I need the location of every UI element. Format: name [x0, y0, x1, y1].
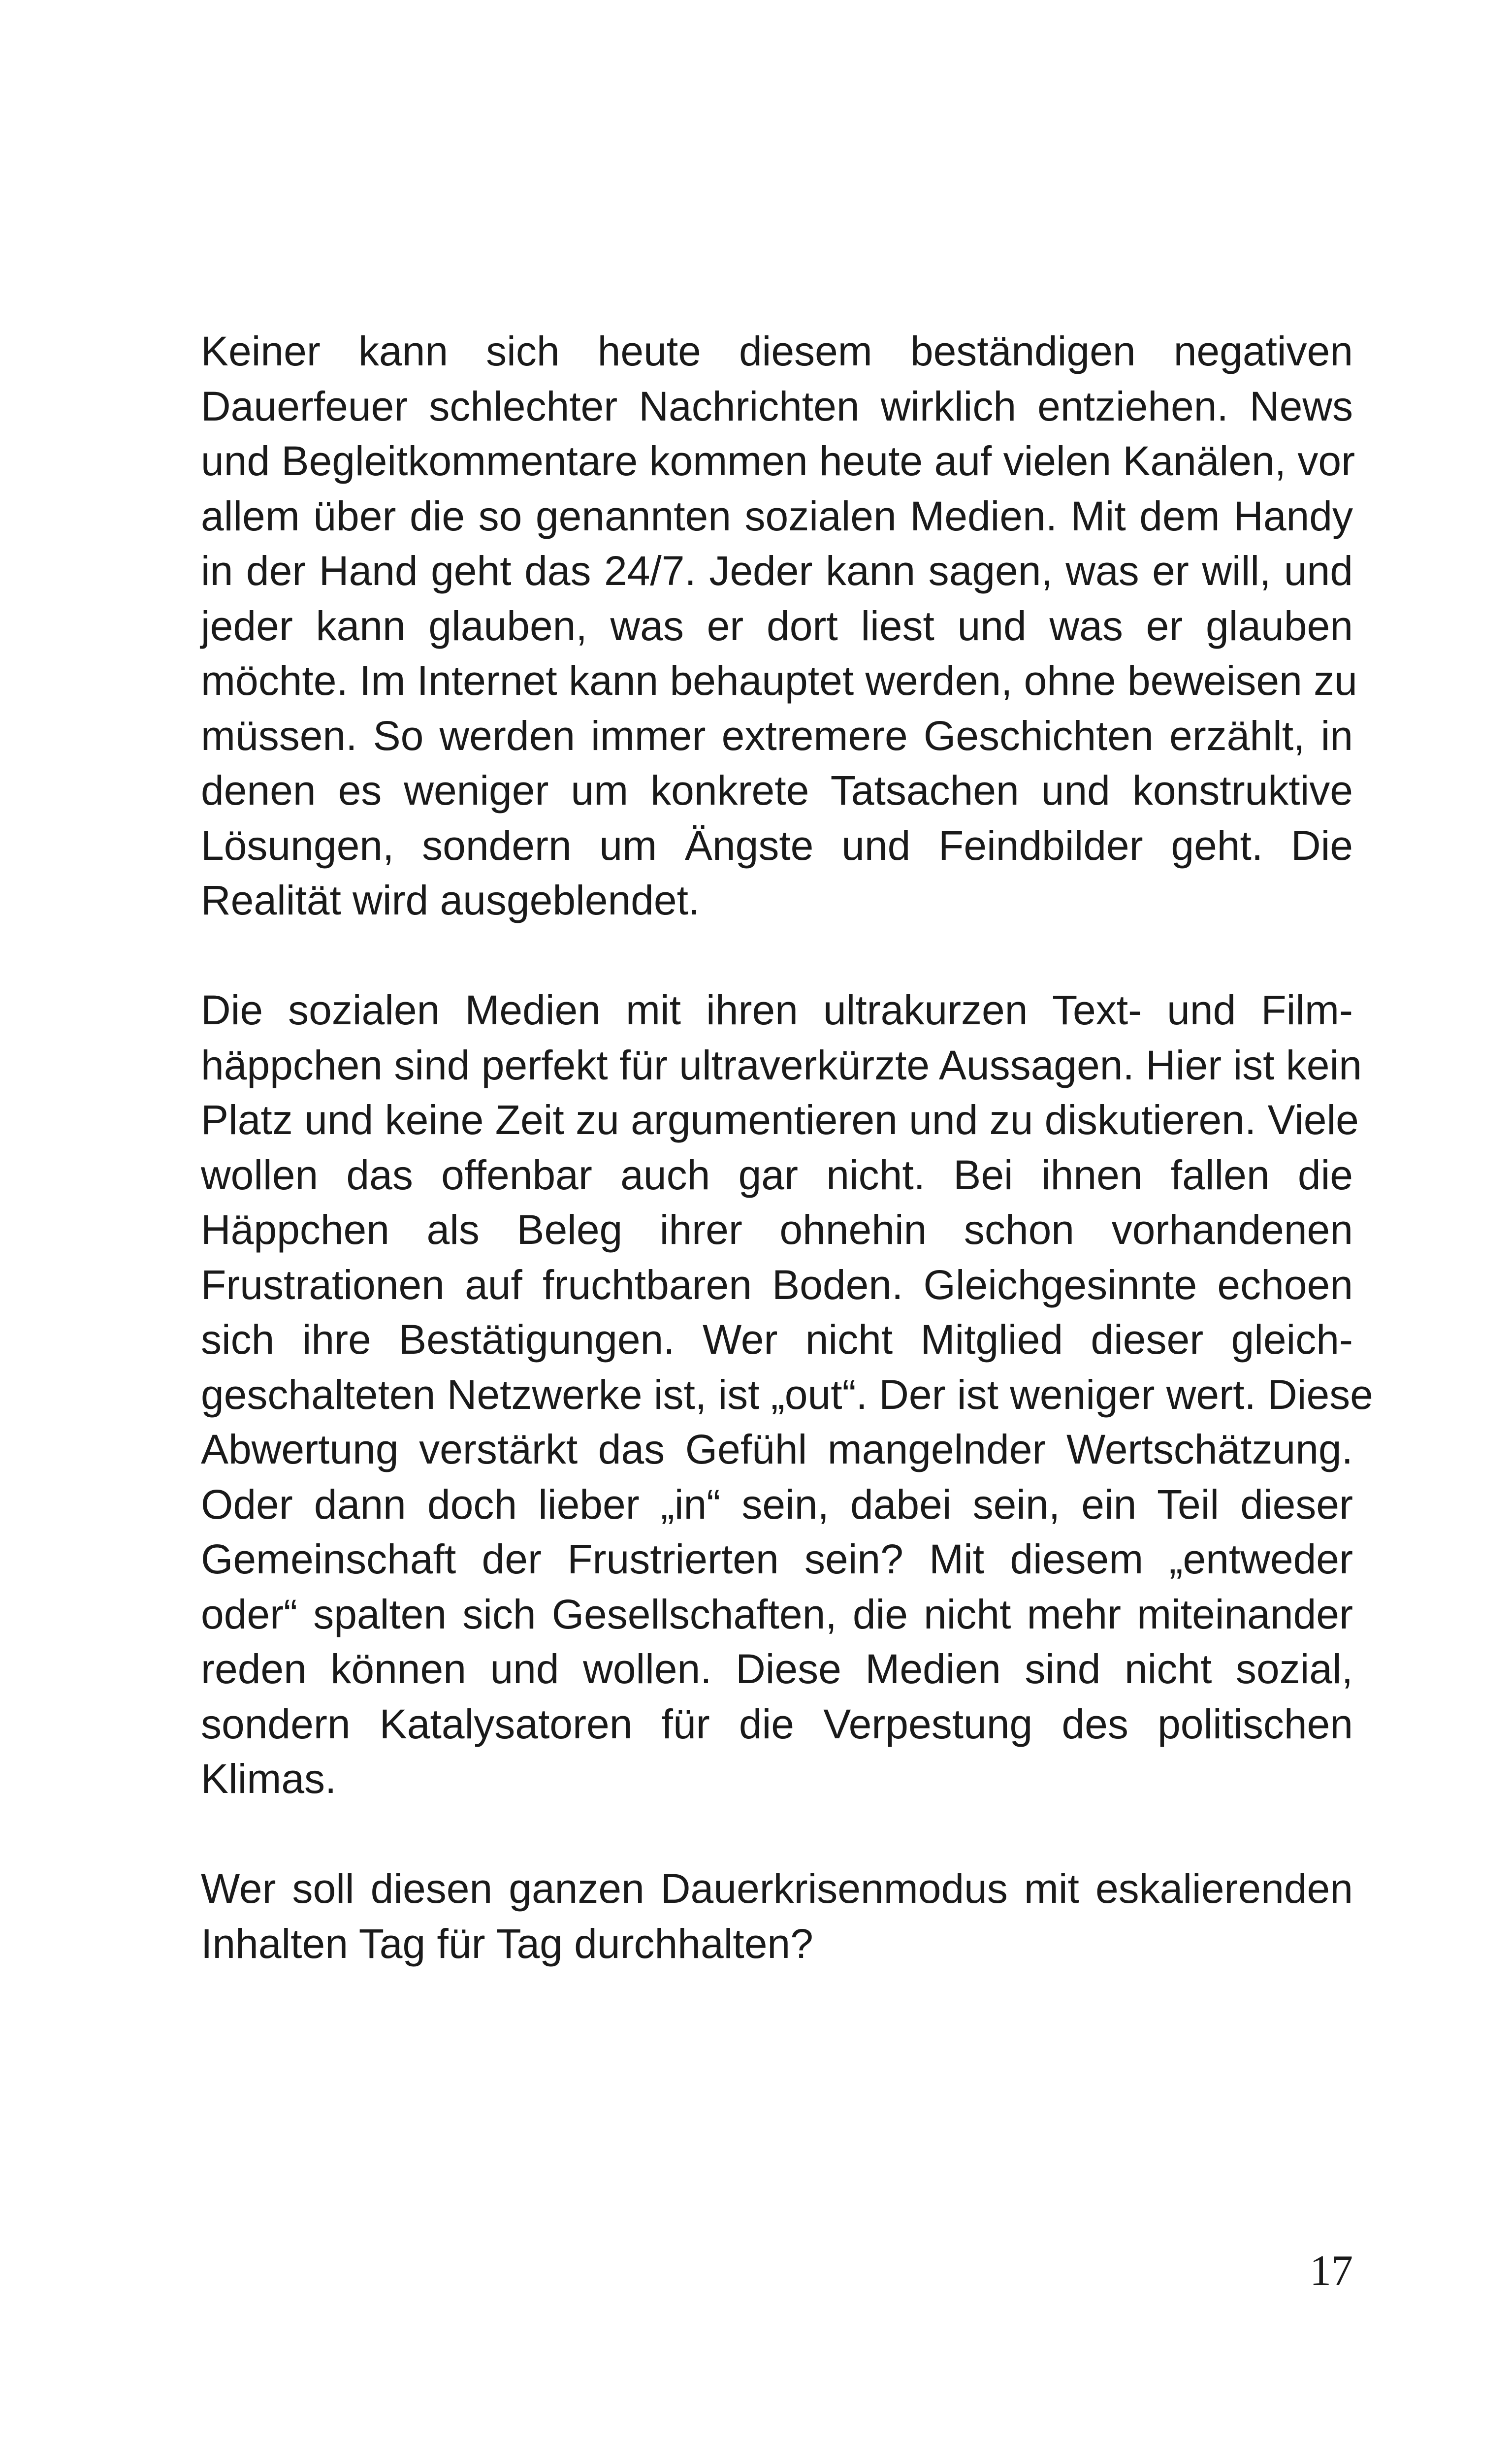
text-line: häppchen sind perfekt für ultraverkürzte Aussagen. Hier ist kein	[201, 1042, 1362, 1088]
text-line: müssen. So werden immer extremere Geschichten erzählt, in	[201, 712, 1353, 759]
body-text	[201, 324, 1373, 1971]
text-line: geschalteten Netzwerke ist, ist „out“. Der ist weniger wert. Diese	[201, 1371, 1373, 1418]
text-line: in der Hand geht das 24/7. Jeder kann sagen, was er will, und	[201, 548, 1353, 594]
text-line: Abwertung verstärkt das Gefühl mangelnder Wertschätzung.	[201, 1426, 1353, 1472]
text-line: Wer soll diesen ganzen Dauerkrisenmodus mit eskalierenden	[201, 1865, 1353, 1912]
text-line: Klimas.	[201, 1756, 337, 1802]
text-line: Die sozialen Medien mit ihren ultrakurzen Text- und Film-	[201, 987, 1353, 1033]
text-line: sich ihre Bestätigungen. Wer nicht Mitglied dieser gleich-	[201, 1316, 1353, 1363]
text-line: wollen das offenbar auch gar nicht. Bei ihnen fallen die	[201, 1151, 1353, 1198]
text-line: jeder kann glauben, was er dort liest und was er glauben	[201, 602, 1353, 649]
text-line: möchte. Im Internet kann behauptet werden, ohne beweisen zu	[201, 657, 1357, 704]
text-line: Realität wird ausgeblendet.	[201, 877, 700, 923]
text-line: reden können und wollen. Diese Medien sind nicht sozial,	[201, 1646, 1353, 1692]
text-line: Inhalten Tag für Tag durchhalten?	[201, 1920, 813, 1967]
text-line: Keiner kann sich heute diesem beständigen negativen	[201, 328, 1353, 374]
text-line: denen es weniger um konkrete Tatsachen und konstruktive	[201, 767, 1353, 814]
text-line: sondern Katalysatoren für die Verpestung des politischen	[201, 1700, 1353, 1747]
text-line: Platz und keine Zeit zu argumentieren und zu diskutieren. Viele	[201, 1097, 1359, 1143]
page-number: 17	[1310, 2247, 1353, 2295]
text-line: Gemeinschaft der Frustrierten sein? Mit diesem „entweder	[201, 1536, 1353, 1582]
text-line: oder“ spalten sich Gesellschaften, die nicht mehr miteinander	[201, 1591, 1353, 1637]
text-line: und Begleitkommentare kommen heute auf vielen Kanälen, vor	[201, 438, 1355, 484]
paragraph-2	[201, 983, 1373, 1807]
text-line: Frustrationen auf fruchtbaren Boden. Gleichgesinnte echoen	[201, 1261, 1353, 1308]
paragraph-3	[201, 1861, 1353, 1971]
text-line: Häppchen als Beleg ihrer ohnehin schon vorhandenen	[201, 1206, 1353, 1253]
paragraph-1	[201, 324, 1357, 928]
text-line: Lösungen, sondern um Ängste und Feindbilder geht. Die	[201, 822, 1353, 869]
text-line: allem über die so genannten sozialen Medien. Mit dem Handy	[201, 492, 1353, 539]
text-line: Oder dann doch lieber „in“ sein, dabei sein, ein Teil dieser	[201, 1481, 1353, 1528]
text-line: Dauerfeuer schlechter Nachrichten wirklich entziehen. News	[201, 383, 1353, 429]
